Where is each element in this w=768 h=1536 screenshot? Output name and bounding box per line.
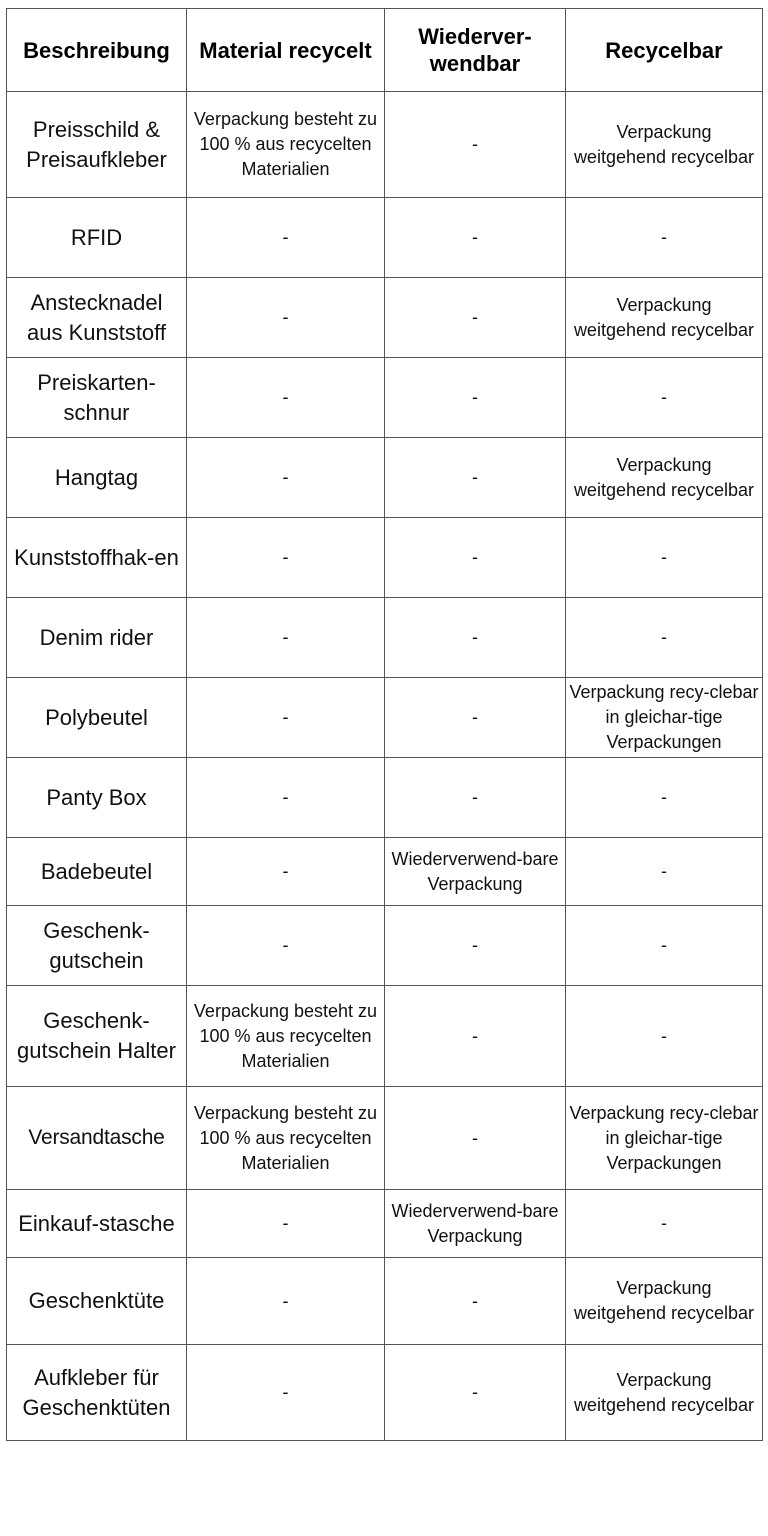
cell-description: RFID <box>7 198 187 278</box>
cell-description: Einkauf-stasche <box>7 1190 187 1258</box>
table-row <box>7 1345 763 1441</box>
cell-recyclable: Verpackung weitgehend recycelbar <box>566 1258 763 1345</box>
header-material-recycled: Material recycelt <box>187 9 385 92</box>
cell-reusable: Wiederverwend-bare Verpackung <box>385 838 566 906</box>
cell-recyclable: Verpackung weitgehend recycelbar <box>566 92 763 198</box>
cell-description: Panty Box <box>7 758 187 838</box>
cell-recyclable: Verpackung weitgehend recycelbar <box>566 278 763 358</box>
header-row <box>7 9 763 92</box>
cell-material: - <box>187 598 385 678</box>
cell-material: - <box>187 838 385 906</box>
cell-description: Geschenk-gutschein Halter <box>7 986 187 1087</box>
cell-description: Badebeutel <box>7 838 187 906</box>
cell-material: Verpackung besteht zu 100 % aus recycelten Materialien <box>187 92 385 198</box>
cell-recyclable: - <box>566 598 763 678</box>
cell-material: - <box>187 1258 385 1345</box>
cell-material: Verpackung besteht zu 100 % aus recycelten Materialien <box>187 1087 385 1190</box>
cell-reusable: - <box>385 906 566 986</box>
cell-description: Geschenk-gutschein <box>7 906 187 986</box>
cell-material: - <box>187 358 385 438</box>
cell-reusable: - <box>385 678 566 758</box>
cell-reusable: - <box>385 278 566 358</box>
table-row <box>7 518 763 598</box>
cell-description: Versandtasche <box>7 1087 187 1190</box>
header-reusable: Wiederver-wendbar <box>385 9 566 92</box>
cell-material: - <box>187 278 385 358</box>
cell-description: Preisschild & Preisaufkleber <box>7 92 187 198</box>
cell-material: - <box>187 1345 385 1441</box>
table-row <box>7 1087 763 1190</box>
cell-description: Aufkleber für Geschenktüten <box>7 1345 187 1441</box>
cell-material: - <box>187 198 385 278</box>
cell-description: Denim rider <box>7 598 187 678</box>
cell-recyclable: Verpackung weitgehend recycelbar <box>566 1345 763 1441</box>
cell-recyclable: - <box>566 906 763 986</box>
cell-recyclable: - <box>566 198 763 278</box>
table-row <box>7 758 763 838</box>
table-row <box>7 92 763 198</box>
cell-material: - <box>187 758 385 838</box>
table-row <box>7 438 763 518</box>
cell-reusable: - <box>385 1258 566 1345</box>
header-recyclable: Recycelbar <box>566 9 763 92</box>
cell-recyclable: - <box>566 358 763 438</box>
cell-material: - <box>187 906 385 986</box>
cell-reusable: - <box>385 198 566 278</box>
cell-material: - <box>187 518 385 598</box>
cell-recyclable: - <box>566 1190 763 1258</box>
cell-description: Geschenktüte <box>7 1258 187 1345</box>
cell-reusable: - <box>385 358 566 438</box>
cell-material: Verpackung besteht zu 100 % aus recycelten Materialien <box>187 986 385 1087</box>
table-row <box>7 678 763 758</box>
cell-reusable: - <box>385 1345 566 1441</box>
cell-material: - <box>187 438 385 518</box>
table-row <box>7 598 763 678</box>
table-row <box>7 278 763 358</box>
cell-reusable: - <box>385 986 566 1087</box>
cell-recyclable: Verpackung recy-clebar in gleichar-tige Verpackungen <box>566 1087 763 1190</box>
cell-material: - <box>187 1190 385 1258</box>
cell-recyclable: - <box>566 986 763 1087</box>
packaging-table <box>6 8 763 1441</box>
cell-recyclable: Verpackung weitgehend recycelbar <box>566 438 763 518</box>
cell-material: - <box>187 678 385 758</box>
cell-reusable: - <box>385 758 566 838</box>
table-row <box>7 1258 763 1345</box>
table-row <box>7 838 763 906</box>
table-row <box>7 198 763 278</box>
cell-description: Hangtag <box>7 438 187 518</box>
cell-reusable: - <box>385 598 566 678</box>
cell-description: Anstecknadel aus Kunststoff <box>7 278 187 358</box>
cell-description: Polybeutel <box>7 678 187 758</box>
cell-reusable: - <box>385 438 566 518</box>
table-row <box>7 906 763 986</box>
cell-recyclable: Verpackung recy-clebar in gleichar-tige Verpackungen <box>566 678 763 758</box>
table-row <box>7 358 763 438</box>
header-description: Beschreibung <box>7 9 187 92</box>
table-row <box>7 986 763 1087</box>
cell-description: Preiskarten-schnur <box>7 358 187 438</box>
cell-recyclable: - <box>566 758 763 838</box>
cell-recyclable: - <box>566 518 763 598</box>
cell-reusable: - <box>385 1087 566 1190</box>
cell-reusable: Wiederverwend-bare Verpackung <box>385 1190 566 1258</box>
table-row <box>7 1190 763 1258</box>
cell-description: Kunststoffhak-en <box>7 518 187 598</box>
cell-reusable: - <box>385 518 566 598</box>
cell-reusable: - <box>385 92 566 198</box>
cell-recyclable: - <box>566 838 763 906</box>
